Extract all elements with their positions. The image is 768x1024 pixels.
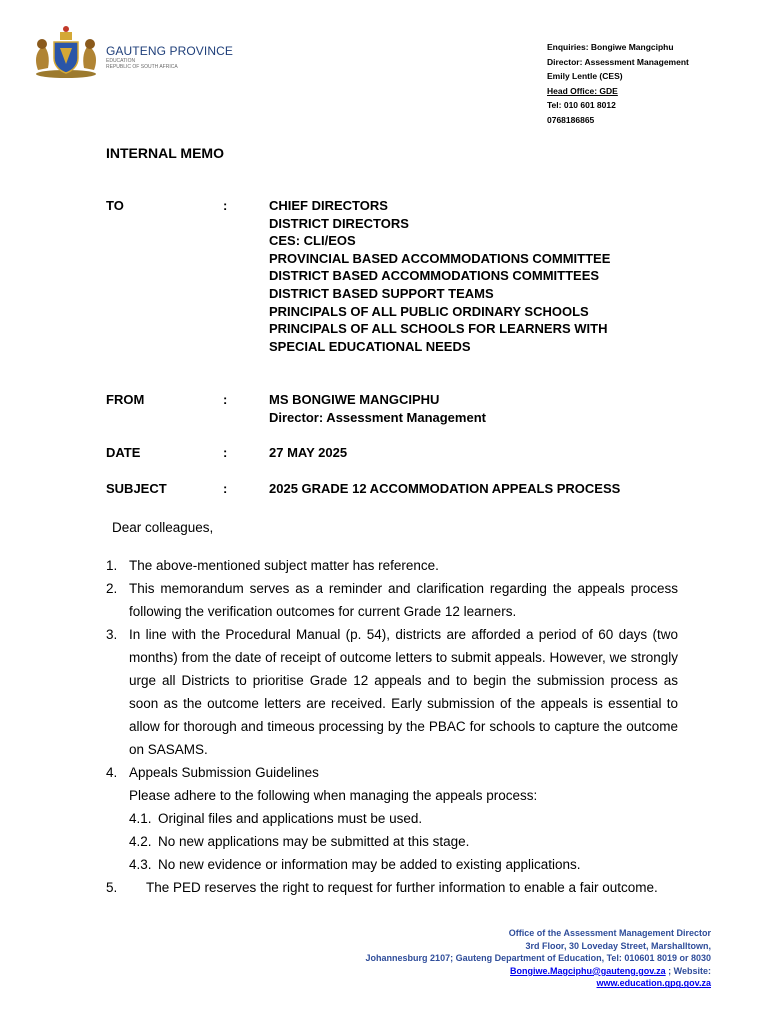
item4-intro: Please adhere to the following when managing the appeals process: [129,788,538,803]
coat-of-arms-icon [30,24,102,80]
item-number: 1. [106,558,118,573]
gauteng-coat-of-arms-logo [30,24,233,80]
website-separator: ; Website: [665,965,711,976]
footer-line: Johannesburg 2107; Gauteng Department of Education, Tel: 010601 8019 or 8030 [365,953,711,964]
footer-contact [366,927,711,990]
item-text: In line with the Procedural Manual (p. 54), districts are afforded a period of 60 days (two months) from the date of receipt of outcome letters to submit appeals. However, we strongly urge all Districts to prioritise Grade 12 appeals and to begin the submission process as soon as the outcome letters are received. Early submission of the appeals is essential to allow for thorough and timeous processing by the PBAC for schools to capture the outcome on SASAMS. [129,627,678,757]
enquiries-line: Enquiries: Bongiwe Mangciphu [547,42,674,52]
subject-colon: : [223,481,228,496]
item-number: 3. [106,627,118,642]
date-colon: : [223,445,228,460]
enquiries-line: Emily Lentle (CES) [547,71,623,81]
item-number: 4. [106,765,118,780]
footer-line: Office of the Assessment Management Director [508,928,711,938]
enquiries-block [547,40,689,127]
enquiries-line: 0768186865 [547,114,595,125]
item-number: 2. [106,581,118,596]
recipient: CHIEF DIRECTORS [269,198,388,213]
from-name: MS BONGIWE MANGCIPHU [269,392,440,407]
sub-item-text: No new evidence or information may be added to existing applications. [158,857,581,872]
sub-item-number: 4.3. [129,857,152,872]
website-link[interactable]: www.education.gpg.gov.za [596,978,711,989]
sub-list-item [106,853,678,876]
list-item [106,554,678,577]
date-value: 27 MAY 2025 [269,445,348,460]
list-item [106,623,678,761]
recipient: DISTRICT DIRECTORS [269,215,409,231]
item-text: Appeals Submission Guidelines [129,765,319,780]
enquiries-line: Tel: 010 601 8012 [547,100,616,110]
from-value [269,391,486,426]
recipient: PRINCIPALS OF ALL SCHOOLS FOR LEARNERS WITH [269,321,608,337]
sub-item-text: No new applications may be submitted at this stage. [158,834,470,849]
recipient: DISTRICT BASED SUPPORT TEAMS [269,285,494,301]
greeting: Dear colleagues, [112,520,214,535]
enquiries-line: Director: Assessment Management [547,56,689,67]
logo-subtitle-education: EDUCATION [106,58,136,64]
from-label: FROM [106,392,145,407]
footer-line-links [366,965,711,978]
item-text: This memorandum serves as a reminder and clarification regarding the appeals process following the verification outcomes for current Grade 12 learners. [129,581,678,619]
to-recipients [269,197,610,355]
to-colon: : [223,198,228,213]
sub-item-text: Original files and applications must be used. [158,811,423,826]
list-item [106,577,678,623]
footer-line: 3rd Floor, 30 Loveday Street, Marshalltown, [525,940,711,951]
to-label: TO [106,198,124,213]
list-item [106,876,678,899]
list-item [106,761,678,784]
from-title: Director: Assessment Management [269,409,486,425]
email-link[interactable]: Bongiwe.Magciphu@gauteng.gov.za [510,965,666,976]
subject-value: 2025 GRADE 12 ACCOMMODATION APPEALS PROCESS [269,481,621,496]
date-label: DATE [106,445,141,460]
sub-item-number: 4.2. [129,834,152,849]
recipient: PROVINCIAL BASED ACCOMMODATIONS COMMITTEE [269,250,611,266]
recipient: CES: CLI/EOS [269,233,356,249]
sub-item-number: 4.1. [129,811,152,826]
memo-items [106,554,678,899]
recipient: DISTRICT BASED ACCOMMODATIONS COMMITTEES [269,268,600,284]
item-text: The PED reserves the right to request for further information to enable a fair outcome. [146,880,658,895]
item-number: 5. [106,880,118,895]
subject-label: SUBJECT [106,481,167,496]
recipient: PRINCIPALS OF ALL PUBLIC ORDINARY SCHOOLS [269,303,589,319]
memo-title: INTERNAL MEMO [106,145,224,161]
sub-list-item [106,830,678,853]
logo-subtitle-country: REPUBLIC OF SOUTH AFRICA [106,64,178,70]
logo-title: GAUTENG PROVINCE [106,44,233,58]
item-text: The above-mentioned subject matter has reference. [129,558,439,573]
enquiries-line-head-office: Head Office: GDE [547,85,618,96]
recipient: SPECIAL EDUCATIONAL NEEDS [269,338,471,354]
sub-list-item [106,807,678,830]
from-colon: : [223,392,228,407]
